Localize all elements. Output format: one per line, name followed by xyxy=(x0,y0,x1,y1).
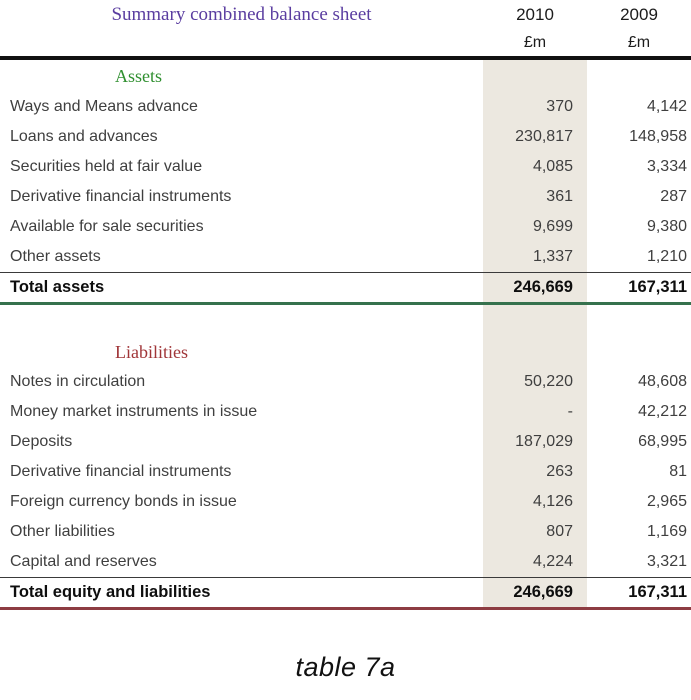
value-2009: 68,995 xyxy=(638,433,687,450)
value-2009: 9,380 xyxy=(646,218,687,235)
total-liabilities-2010: 246,669 xyxy=(513,583,573,601)
value-2009: 42,212 xyxy=(638,403,687,420)
row-label: Derivative financial instruments xyxy=(10,463,232,480)
value-2010: 4,224 xyxy=(532,553,573,570)
value-2009: 3,334 xyxy=(646,158,687,175)
table-row xyxy=(0,397,691,427)
value-2010: 50,220 xyxy=(524,373,573,390)
value-2010: 9,699 xyxy=(532,218,573,235)
value-2009: 2,965 xyxy=(646,493,687,510)
table-row xyxy=(0,182,691,212)
value-2010: 807 xyxy=(546,523,573,540)
value-2010: 1,337 xyxy=(532,248,573,265)
table-row xyxy=(0,547,691,577)
row-label: Other liabilities xyxy=(10,523,115,540)
value-2009: 3,321 xyxy=(646,553,687,570)
value-2009: 287 xyxy=(660,188,687,205)
row-label: Ways and Means advance xyxy=(10,98,198,115)
total-liabilities-row xyxy=(0,577,691,610)
table-row xyxy=(0,517,691,547)
value-2010: - xyxy=(567,403,573,420)
total-liabilities-2009: 167,311 xyxy=(628,583,687,601)
column-header-2009: 2009 xyxy=(620,5,658,24)
total-assets-2009: 167,311 xyxy=(628,278,687,296)
table-row xyxy=(0,427,691,457)
column-header-2010: 2010 xyxy=(516,5,554,24)
value-2010: 4,085 xyxy=(532,158,573,175)
table-header-row xyxy=(0,0,691,30)
total-assets-label: Total assets xyxy=(10,278,105,296)
row-label: Deposits xyxy=(10,433,73,450)
liabilities-section-header xyxy=(0,337,691,367)
value-2009: 148,958 xyxy=(629,128,687,145)
assets-section-label: Assets xyxy=(115,65,163,86)
row-label: Derivative financial instruments xyxy=(10,188,232,205)
table-row xyxy=(0,212,691,242)
value-2009: 48,608 xyxy=(638,373,687,390)
table-row xyxy=(0,92,691,122)
value-2010: 370 xyxy=(546,98,573,115)
table-row xyxy=(0,457,691,487)
table-caption: table 7a xyxy=(295,652,396,682)
row-label: Notes in circulation xyxy=(10,373,146,390)
unit-row xyxy=(0,30,691,56)
table-row xyxy=(0,122,691,152)
row-label: Money market instruments in issue xyxy=(10,403,258,420)
value-2009: 1,169 xyxy=(646,523,687,540)
value-2009: 1,210 xyxy=(646,248,687,265)
row-label: Loans and advances xyxy=(10,128,158,145)
value-2010: 263 xyxy=(546,463,573,480)
value-2010: 4,126 xyxy=(532,493,573,510)
unit-label-2010: £m xyxy=(523,34,547,51)
table-row xyxy=(0,367,691,397)
section-gap xyxy=(0,305,691,337)
row-label: Available for sale securities xyxy=(10,218,204,235)
total-assets-row xyxy=(0,272,691,305)
assets-section-header xyxy=(0,60,691,92)
value-2009: 81 xyxy=(669,463,687,480)
row-label: Capital and reserves xyxy=(10,553,157,570)
table-row xyxy=(0,242,691,272)
value-2010: 361 xyxy=(546,188,573,205)
unit-label-2009: £m xyxy=(627,34,651,51)
value-2010: 230,817 xyxy=(515,128,573,145)
value-2009: 4,142 xyxy=(646,98,687,115)
total-liabilities-label: Total equity and liabilities xyxy=(10,583,211,601)
row-label: Securities held at fair value xyxy=(10,158,203,175)
table-row xyxy=(0,152,691,182)
total-assets-2010: 246,669 xyxy=(513,278,573,296)
table-title: Summary combined balance sheet xyxy=(111,4,372,25)
value-2010: 187,029 xyxy=(515,433,573,450)
row-label: Foreign currency bonds in issue xyxy=(10,493,237,510)
liabilities-section-label: Liabilities xyxy=(115,341,188,362)
table-row xyxy=(0,487,691,517)
row-label: Other assets xyxy=(10,248,101,265)
